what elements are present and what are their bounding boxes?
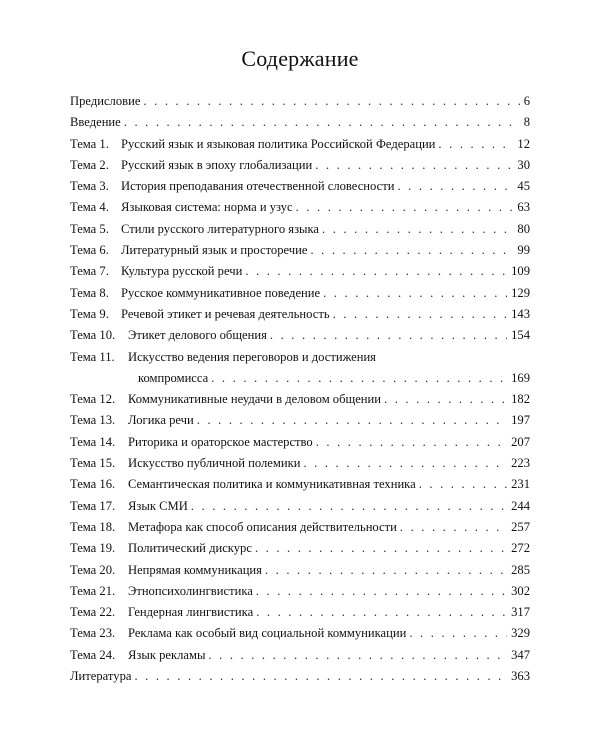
toc-entry-title: Введение (70, 115, 121, 130)
toc-topic-label: Тема 6. (70, 243, 109, 258)
toc-entry-title: Логика речи (128, 413, 194, 428)
toc-entry-title: Коммуникативные неудачи в деловом общении (128, 392, 382, 407)
toc-page-number: 99 (517, 243, 530, 258)
table-of-contents (70, 91, 530, 687)
toc-topic-label: Тема 5. (70, 221, 109, 236)
toc-entry-title: Этикет делового общения (128, 328, 267, 343)
toc-entry-title: Метафора как способ описания действительности (128, 519, 397, 534)
toc-entry-title: Реклама как особый вид социальной коммуникации (128, 626, 407, 641)
toc-entry[interactable] (70, 347, 530, 390)
toc-entry[interactable] (70, 474, 530, 495)
toc-entry-title: Искусство ведения переговоров и достижения (128, 349, 376, 364)
dot-leader (208, 645, 507, 666)
toc-entry-title: Гендерная лингвистика (128, 605, 254, 620)
toc-entry-title: Семантическая политика и коммуникативная техника (128, 477, 416, 492)
toc-entry-title: Русский язык в эпоху глобализации (121, 157, 313, 172)
toc-entry-title: Этнопсихолингвистика (128, 583, 253, 598)
dot-leader (270, 325, 507, 346)
toc-entry[interactable] (70, 517, 530, 538)
toc-entry[interactable] (70, 666, 530, 687)
toc-page-number: 182 (511, 392, 530, 407)
dot-leader (323, 283, 507, 304)
toc-topic-label: Тема 1. (70, 136, 109, 151)
dot-leader (143, 91, 519, 112)
toc-entry-title: Литературный язык и просторечие (121, 243, 308, 258)
toc-page-number: 207 (511, 434, 530, 449)
toc-topic-label: Тема 16. (70, 477, 116, 492)
toc-entry[interactable] (70, 261, 530, 282)
toc-entry[interactable] (70, 645, 530, 666)
toc-entry[interactable] (70, 496, 530, 517)
dot-leader (315, 155, 513, 176)
dot-leader (316, 432, 507, 453)
toc-page-number: 12 (517, 136, 530, 151)
toc-entry[interactable] (70, 325, 530, 346)
toc-entry[interactable] (70, 538, 530, 559)
dot-leader (409, 623, 507, 644)
toc-entry-title: Искусство публичной полемики (128, 456, 301, 471)
toc-topic-label: Тема 15. (70, 456, 116, 471)
toc-topic-label: Тема 20. (70, 562, 116, 577)
dot-leader (211, 368, 507, 389)
toc-page-number: 8 (523, 115, 530, 130)
dot-leader (438, 134, 513, 155)
toc-page-number: 80 (517, 221, 530, 236)
toc-entry-title-continuation: компромисса (138, 370, 209, 385)
page-title: Содержание (241, 46, 359, 71)
dot-leader (303, 453, 507, 474)
toc-entry[interactable] (70, 91, 530, 112)
toc-topic-label: Тема 4. (70, 200, 109, 215)
toc-topic-label: Тема 12. (70, 392, 116, 407)
toc-page-number: 302 (511, 583, 530, 598)
toc-entry[interactable] (70, 432, 530, 453)
toc-entry[interactable] (70, 197, 530, 218)
dot-leader (256, 581, 507, 602)
toc-entry-title: Стили русского литературного языка (121, 221, 320, 236)
toc-page-number: 223 (511, 456, 530, 471)
dot-leader (296, 197, 514, 218)
toc-page-number: 329 (511, 626, 530, 641)
toc-page-number: 231 (511, 477, 530, 492)
toc-topic-label: Тема 8. (70, 285, 109, 300)
toc-page-number: 347 (511, 647, 530, 662)
toc-page-number: 272 (511, 541, 530, 556)
toc-topic-label: Тема 23. (70, 626, 116, 641)
toc-entry-title: Литература (70, 669, 132, 684)
dot-leader (333, 304, 508, 325)
dot-leader (134, 666, 507, 687)
toc-topic-label: Тема 10. (70, 328, 116, 343)
dot-leader (255, 538, 507, 559)
toc-topic-label: Тема 7. (70, 264, 109, 279)
toc-topic-label: Тема 2. (70, 157, 109, 172)
toc-entry-title: Речевой этикет и речевая деятельность (121, 306, 330, 321)
dot-leader (384, 389, 507, 410)
toc-entry-title: Язык СМИ (128, 498, 188, 513)
toc-page-number: 143 (511, 306, 530, 321)
dot-leader (191, 496, 507, 517)
toc-entry[interactable] (70, 134, 530, 155)
dot-leader (310, 240, 513, 261)
dot-leader (265, 560, 507, 581)
dot-leader (197, 410, 507, 431)
toc-topic-label: Тема 21. (70, 583, 116, 598)
toc-entry-title: Культура русской речи (121, 264, 243, 279)
toc-entry-title: Язык рекламы (128, 647, 206, 662)
toc-entry[interactable] (70, 581, 530, 602)
toc-topic-label: Тема 22. (70, 605, 116, 620)
toc-entry[interactable] (70, 240, 530, 261)
toc-page-number: 30 (517, 157, 530, 172)
toc-entry-title: Русский язык и языковая политика Российской Федерации (121, 136, 436, 151)
toc-entry-title: Политический дискурс (128, 541, 252, 556)
toc-page-number: 129 (511, 285, 530, 300)
toc-entry[interactable] (70, 283, 530, 304)
toc-page-number: 197 (511, 413, 530, 428)
toc-entry[interactable] (70, 623, 530, 644)
toc-topic-label: Тема 17. (70, 498, 116, 513)
toc-page-number: 169 (511, 370, 530, 385)
toc-topic-label: Тема 24. (70, 647, 116, 662)
toc-topic-label: Тема 11. (70, 349, 115, 364)
toc-page-number: 317 (511, 605, 530, 620)
toc-page-number: 63 (517, 200, 530, 215)
dot-leader (124, 112, 520, 133)
toc-topic-label: Тема 18. (70, 519, 116, 534)
toc-page-number: 154 (511, 328, 530, 343)
toc-entry[interactable] (70, 219, 530, 240)
toc-topic-label: Тема 14. (70, 434, 116, 449)
dot-leader (397, 176, 513, 197)
toc-page-number: 257 (511, 519, 530, 534)
toc-topic-label: Тема 3. (70, 179, 109, 194)
toc-entry-title: История преподавания отечественной словесности (121, 179, 395, 194)
dot-leader (322, 219, 513, 240)
dot-leader (419, 474, 507, 495)
toc-topic-label: Тема 9. (70, 306, 109, 321)
toc-entry[interactable] (70, 410, 530, 431)
toc-page-number: 6 (523, 94, 530, 108)
toc-entry[interactable] (70, 602, 530, 623)
toc-entry-title: Русское коммуникативное поведение (121, 285, 321, 300)
toc-entry[interactable] (70, 560, 530, 581)
toc-entry[interactable] (70, 304, 530, 325)
toc-topic-label: Тема 13. (70, 413, 116, 428)
toc-page-number: 244 (511, 498, 530, 513)
toc-page-number: 285 (511, 562, 530, 577)
toc-entry[interactable] (70, 389, 530, 410)
toc-entry[interactable] (70, 176, 530, 197)
dot-leader (245, 261, 507, 282)
dot-leader (256, 602, 507, 623)
toc-entry-title: Непрямая коммуникация (128, 562, 262, 577)
dot-leader (400, 517, 507, 538)
toc-topic-label: Тема 19. (70, 541, 116, 556)
toc-entry[interactable] (70, 453, 530, 474)
toc-page-number: 363 (511, 669, 530, 684)
toc-entry-title: Риторика и ораторское мастерство (128, 434, 313, 449)
toc-page-number: 109 (511, 264, 530, 279)
toc-page-number: 45 (517, 179, 530, 194)
toc-entry[interactable] (70, 112, 530, 133)
toc-entry[interactable] (70, 155, 530, 176)
toc-entry-title: Предисловие (70, 94, 141, 108)
toc-entry-title: Языковая система: норма и узус (121, 200, 293, 215)
